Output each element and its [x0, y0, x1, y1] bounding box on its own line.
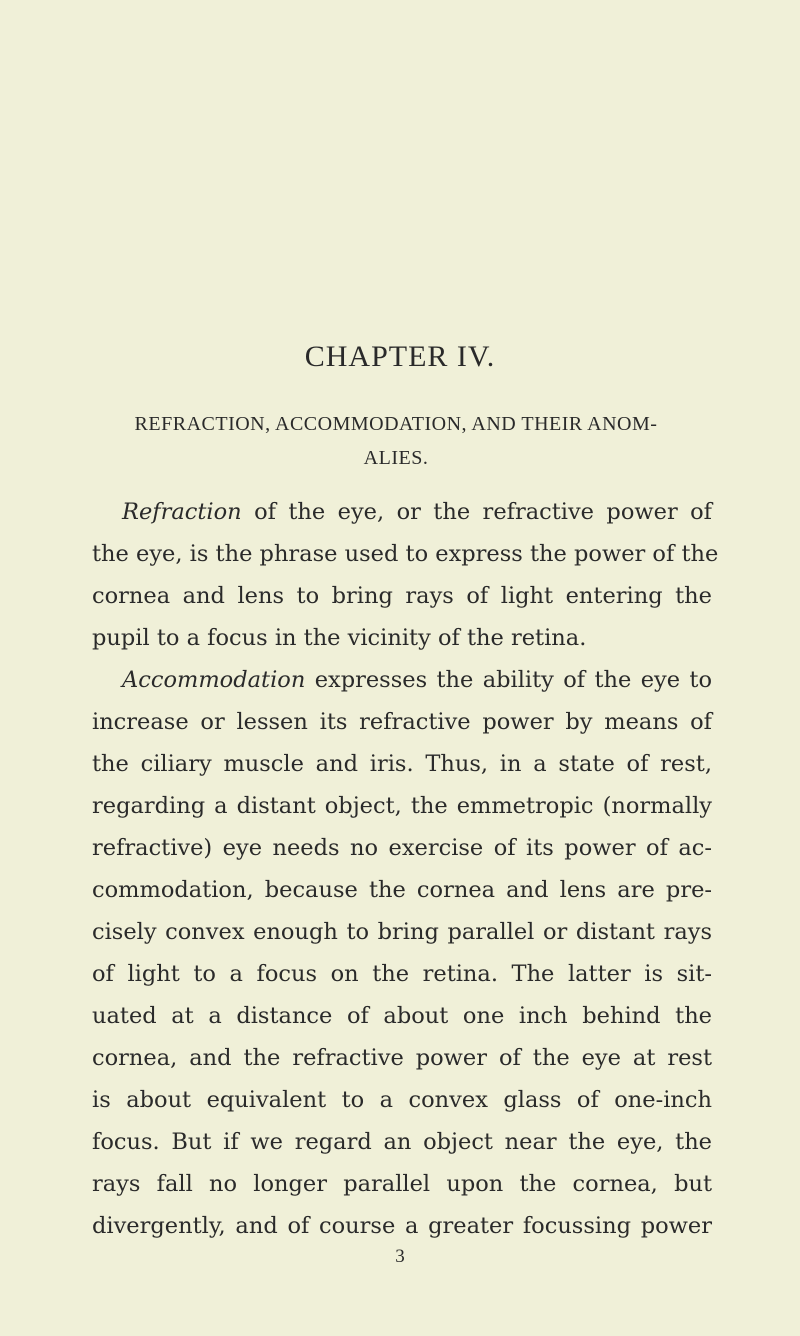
- text-line: [122, 660, 712, 700]
- text-line: refractive) eye needs no exercise of its power of ac-: [92, 835, 712, 861]
- text-line: cisely convex enough to bring parallel or distant rays: [92, 919, 712, 945]
- text-line: increase or lessen its refractive power by means of: [92, 709, 712, 735]
- text-line: pupil to a focus in the vicinity of the retina.: [92, 625, 587, 651]
- text-line: rays fall no longer parallel upon the cornea, but: [92, 1171, 712, 1197]
- text-line: focus. But if we regard an object near the eye, the: [92, 1129, 712, 1155]
- text-line: [122, 492, 712, 532]
- section-heading-line-2: ALIES.: [363, 447, 429, 469]
- text-line: commodation, because the cornea and lens are pre-: [92, 877, 712, 903]
- section-heading: [90, 407, 702, 475]
- chapter-title: CHAPTER IV.: [304, 340, 496, 373]
- text-line: cornea, and the refractive power of the eye at rest: [92, 1045, 712, 1071]
- page-number: 3: [395, 1246, 405, 1267]
- term-refraction: Refraction: [122, 499, 242, 525]
- section-heading-line-1: REFRACTION, ACCOMMODATION, AND THEIR ANOM-: [134, 413, 658, 435]
- text-line-rest: of the eye, or the refractive power of: [254, 499, 712, 525]
- text-line: of light to a focus on the retina. The latter is sit-: [92, 961, 712, 987]
- text-line: uated at a distance of about one inch behind the: [92, 1003, 712, 1029]
- text-line: the eye, is the phrase used to express the power of the: [92, 541, 719, 567]
- term-accommodation: Accommodation: [122, 667, 306, 693]
- text-line: divergently, and of course a greater focussing power: [92, 1213, 712, 1239]
- text-line: regarding a distant object, the emmetropic (normally: [92, 793, 712, 819]
- text-line-rest: expresses the ability of the eye to: [314, 667, 712, 693]
- text-line: cornea and lens to bring rays of light entering the: [92, 583, 712, 609]
- text-line: is about equivalent to a convex glass of one-inch: [92, 1087, 712, 1113]
- text-line: the ciliary muscle and iris. Thus, in a state of rest,: [92, 751, 712, 777]
